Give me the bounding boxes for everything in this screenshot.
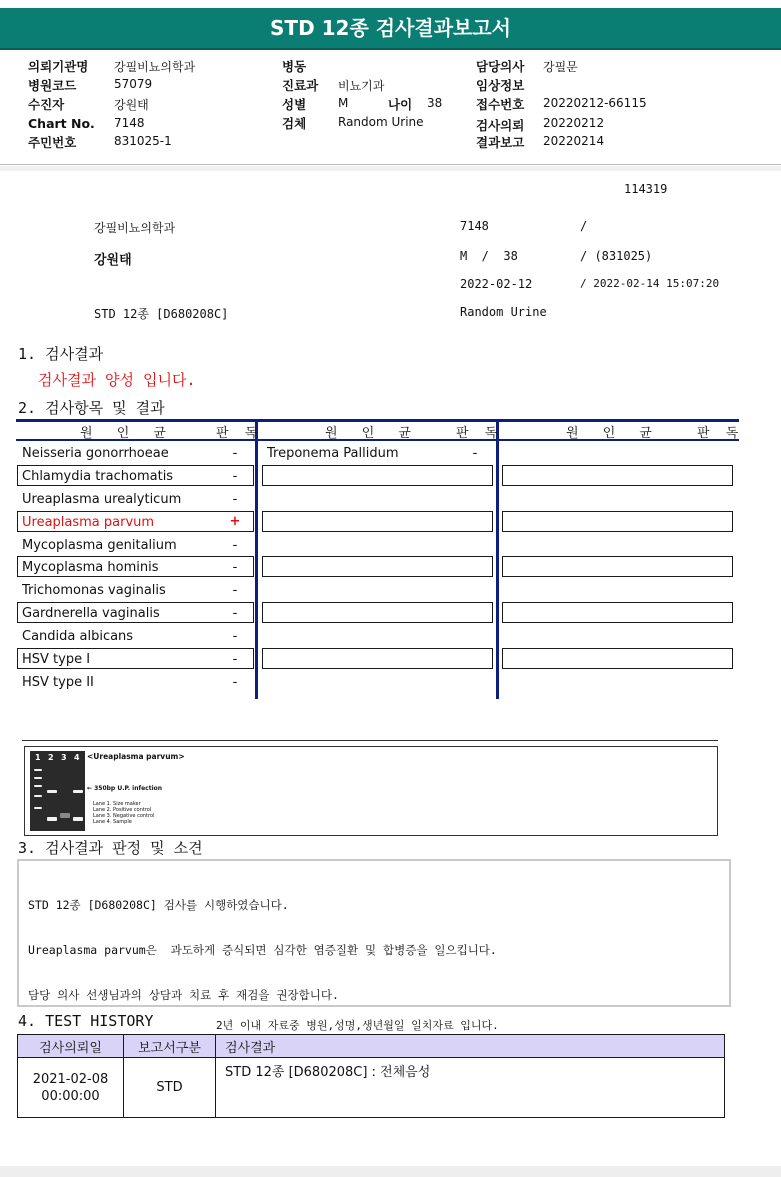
gel-title: <Ureaplasma parvum> xyxy=(87,752,185,761)
summary-date-request: 2022-02-12 xyxy=(460,277,533,291)
section2-title: 2. 검사항목 및 결과 xyxy=(18,399,165,417)
organism-name: Gardnerella vaginalis xyxy=(22,606,160,621)
report-label: 결과보고 xyxy=(476,135,525,150)
history-date: 2021-02-08 xyxy=(32,1071,109,1087)
specimen-value: Random Urine xyxy=(338,115,424,129)
clinical-label: 임상정보 xyxy=(476,78,525,93)
ladder-band xyxy=(34,769,42,771)
organism-result: - xyxy=(232,560,238,575)
col2-organism-header: 원 인 균 xyxy=(325,426,421,441)
lane-label: 3 xyxy=(61,753,67,762)
gel-legend-item: Lane 3. Negative control xyxy=(93,813,155,819)
organism-result: - xyxy=(232,652,238,667)
history-date-cell xyxy=(18,1058,124,1118)
dept-value: 비뇨기과 xyxy=(338,79,385,93)
col3-organism-header: 원 인 균 xyxy=(566,426,662,441)
gel-legend-item: Lane 1. Size maker xyxy=(93,801,141,807)
gel-image xyxy=(30,751,85,831)
organism-name: HSV type I xyxy=(22,652,91,667)
organism-name: Trichomonas vaginalis xyxy=(22,583,166,598)
gel-legend-item: Lane 4. Sample xyxy=(93,819,132,825)
primer-band xyxy=(47,817,57,821)
ladder-band xyxy=(34,795,42,797)
summary-slash: / xyxy=(580,219,588,233)
empty-cell-box xyxy=(262,556,493,577)
col1-organism-header: 원 인 균 xyxy=(80,426,176,441)
gel-top-line xyxy=(22,740,718,741)
organism-result: - xyxy=(232,492,238,507)
summary-patient: 강원태 xyxy=(94,253,132,268)
opinion-line: 담당 의사 선생님과의 상담과 치료 후 재검을 권장합니다. xyxy=(28,988,339,1002)
dept-label: 진료과 xyxy=(282,78,319,93)
organism-result: - xyxy=(232,675,238,690)
column-divider-2 xyxy=(496,419,499,699)
section4-title: 4. TEST HISTORY xyxy=(18,1012,154,1030)
request-label: 검사의뢰 xyxy=(476,118,525,133)
negative-control-band xyxy=(60,813,70,818)
specimen-label: 검체 xyxy=(282,116,307,131)
section1-title: 1. 검사결과 xyxy=(18,345,104,363)
age-value: 38 xyxy=(427,96,443,110)
history-header-type: 보고서구분 xyxy=(124,1035,216,1058)
patient-label: 수진자 xyxy=(28,97,65,112)
empty-cell-box xyxy=(262,602,493,623)
organism-result: - xyxy=(232,606,238,621)
sex-value: M xyxy=(338,96,349,110)
institution-label: 의뢰기관명 xyxy=(28,59,89,74)
organism-result-positive: + xyxy=(229,514,241,529)
institution-value: 강필비뇨의학과 xyxy=(114,60,196,74)
history-header-result: 검사결과 xyxy=(216,1035,725,1058)
request-value: 20220212 xyxy=(543,116,605,130)
organism-result: - xyxy=(232,629,238,644)
gel-legend-item: Lane 2. Positive control xyxy=(93,807,152,813)
summary-test: STD 12종 [D680208C] xyxy=(94,307,229,321)
empty-cell-box xyxy=(502,602,733,623)
history-header-date: 검사의뢰일 xyxy=(18,1035,124,1058)
empty-cell-box xyxy=(262,465,493,486)
doctor-value: 강필문 xyxy=(543,60,578,74)
title-underline xyxy=(0,48,781,50)
history-time: 00:00:00 xyxy=(41,1088,100,1104)
organism-name: HSV type II xyxy=(22,675,94,690)
ladder-band xyxy=(34,777,42,779)
history-note: 2년 이내 자료중 병원,성명,생년월일 일치자료 입니다. xyxy=(216,1019,499,1032)
column-divider-1 xyxy=(255,419,258,699)
organism-name: Neisseria gonorrhoeae xyxy=(22,446,169,461)
lane-label: 1 xyxy=(35,753,41,762)
report-title: STD 12종 검사결과보고서 xyxy=(0,8,781,48)
opinion-box xyxy=(17,859,731,1007)
hospital-code-label: 병원코드 xyxy=(28,78,77,93)
report-value: 20220214 xyxy=(543,134,605,148)
gel-panel xyxy=(24,746,718,836)
history-header-row xyxy=(18,1035,725,1058)
organism-name: Mycoplasma genitalium xyxy=(22,538,177,553)
gel-legend xyxy=(93,801,154,825)
table-row xyxy=(18,1058,725,1118)
empty-cell-box xyxy=(502,556,733,577)
organism-name-positive: Ureaplasma parvum xyxy=(22,515,155,530)
summary-sex-age: M / 38 xyxy=(460,249,518,263)
report-id: 114319 xyxy=(624,182,668,196)
page-footer-band xyxy=(0,1166,781,1177)
receipt-value: 20220212-66115 xyxy=(543,96,647,110)
header-shadow xyxy=(0,166,781,171)
organism-result: - xyxy=(232,538,238,553)
lane-label: 2 xyxy=(48,753,54,762)
rrn-label: 주민번호 xyxy=(28,135,77,150)
history-type: STD xyxy=(124,1058,216,1118)
result-message: 검사결과 양성 입니다. xyxy=(38,371,196,389)
organism-result: - xyxy=(232,583,238,598)
patient-value: 강원태 xyxy=(114,98,149,112)
sample-band xyxy=(73,790,83,793)
summary-date-report: / 2022-02-14 15:07:20 xyxy=(580,277,720,290)
ladder-band xyxy=(34,785,42,787)
rrn-value: 831025-1 xyxy=(114,134,172,148)
gel-arrow-label: ← 350bp U.P. infection xyxy=(87,785,163,792)
organism-name: Treponema Pallidum xyxy=(267,446,399,461)
ladder-band xyxy=(34,807,42,809)
receipt-label: 접수번호 xyxy=(476,97,525,112)
summary-birth: / (831025) xyxy=(580,249,653,263)
col1-result-header: 판 독 xyxy=(216,426,264,441)
summary-clinic: 강필비뇨의학과 xyxy=(94,221,176,235)
organism-result: - xyxy=(232,469,238,484)
col3-result-header: 판 독 xyxy=(697,426,745,441)
opinion-line: STD 12종 [D680208C] 검사를 시행하였습니다. xyxy=(28,898,289,912)
organism-result: - xyxy=(472,446,478,461)
empty-cell-box xyxy=(262,648,493,669)
empty-cell-box xyxy=(502,648,733,669)
history-table xyxy=(17,1034,725,1118)
lane-label: 4 xyxy=(74,753,80,762)
opinion-text xyxy=(28,868,497,1033)
section3-title: 3. 검사결과 판정 및 소견 xyxy=(18,839,203,857)
organism-name: Candida albicans xyxy=(22,629,134,644)
positive-control-band xyxy=(47,790,57,793)
opinion-line: Ureaplasma parvum은 과도하게 증식되면 심각한 염증질환 및 합병증을 일으킵니다. xyxy=(28,943,497,957)
ward-label: 병동 xyxy=(282,59,307,74)
sex-label: 성별 xyxy=(282,97,307,112)
primer-band xyxy=(73,817,83,821)
age-label: 나이 xyxy=(388,97,413,112)
history-result: STD 12종 [D680208C] : 전체음성 xyxy=(216,1058,725,1118)
doctor-label: 담당의사 xyxy=(476,59,525,74)
organism-name: Mycoplasma hominis xyxy=(22,560,159,575)
chart-label: Chart No. xyxy=(28,116,95,131)
summary-chart: 7148 xyxy=(460,219,489,233)
empty-cell-box xyxy=(502,465,733,486)
empty-cell-box xyxy=(502,511,733,532)
empty-cell-box xyxy=(262,511,493,532)
chart-value: 7148 xyxy=(114,116,145,130)
hospital-code-value: 57079 xyxy=(114,77,153,91)
organism-name: Chlamydia trachomatis xyxy=(22,469,174,484)
organism-name: Ureaplasma urealyticum xyxy=(22,492,182,507)
header-divider xyxy=(0,164,781,165)
summary-specimen: Random Urine xyxy=(460,305,547,319)
col2-result-header: 판 독 xyxy=(456,426,504,441)
organism-result: - xyxy=(232,446,238,461)
